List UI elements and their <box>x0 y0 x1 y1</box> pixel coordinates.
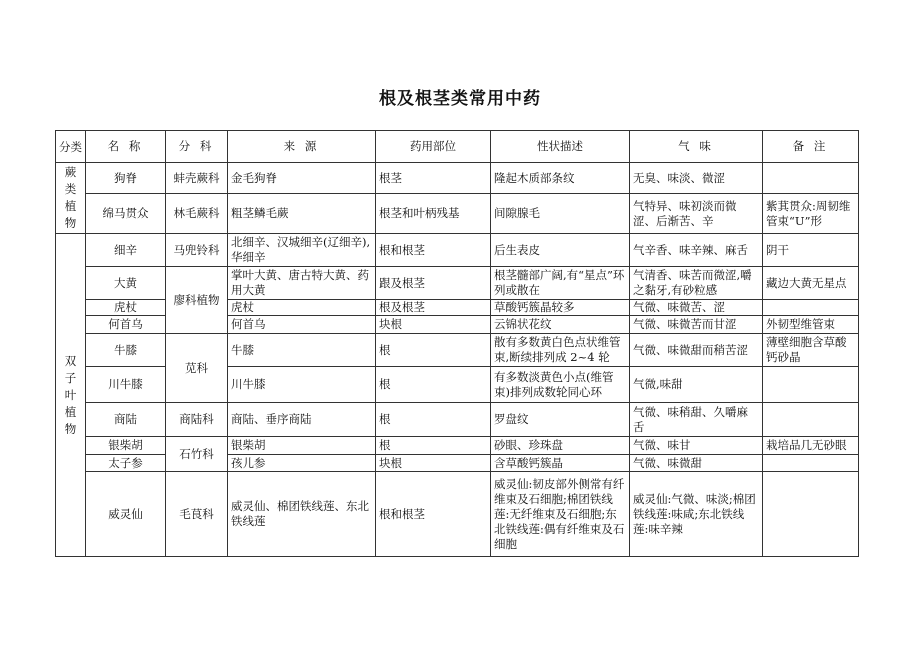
header-cell: 来 源 <box>228 131 376 163</box>
header-cell: 名 称 <box>86 131 166 163</box>
category-cell: 蕨类植物 <box>56 163 86 234</box>
header-cell: 分 科 <box>166 131 228 163</box>
note-cell <box>763 472 859 557</box>
part-cell: 根和根茎 <box>376 472 491 557</box>
smell-cell: 气微、味稍甜、久嚼麻舌 <box>630 403 763 437</box>
note-cell: 紫萁贯众:周韧维管束“U”形 <box>763 194 859 234</box>
note-cell: 薄壁细胞含草酸钙砂晶 <box>763 334 859 367</box>
desc-cell: 云锦状花纹 <box>491 316 630 334</box>
table-row <box>56 267 859 300</box>
source-cell: 川牛膝 <box>228 367 376 403</box>
name-cell: 虎杖 <box>86 300 166 316</box>
family-cell: 毛茛科 <box>166 472 228 557</box>
note-cell: 外韧型维管束 <box>763 316 859 334</box>
table-row <box>56 403 859 437</box>
table-row <box>56 194 859 234</box>
smell-cell: 无臭、味淡、微涩 <box>630 163 763 194</box>
family-cell: 廖科植物 <box>166 267 228 334</box>
smell-cell: 气微、味甘 <box>630 437 763 455</box>
desc-cell: 有多数淡黄色小点(维管束)排列成数轮同心环 <box>491 367 630 403</box>
family-cell: 马兜铃科 <box>166 234 228 267</box>
part-cell: 根 <box>376 334 491 367</box>
family-cell: 苋科 <box>166 334 228 403</box>
part-cell: 根及根茎 <box>376 300 491 316</box>
category-cell: 双子叶植物 <box>56 234 86 557</box>
note-cell: 阴干 <box>763 234 859 267</box>
desc-cell: 后生表皮 <box>491 234 630 267</box>
name-cell: 威灵仙 <box>86 472 166 557</box>
desc-cell: 草酸钙簇晶较多 <box>491 300 630 316</box>
part-cell: 块根 <box>376 455 491 472</box>
table-row <box>56 472 859 557</box>
source-cell: 金毛狗脊 <box>228 163 376 194</box>
source-cell: 北细辛、汉城细辛(辽细辛),华细辛 <box>228 234 376 267</box>
medicine-table <box>55 130 859 557</box>
smell-cell: 气微、味微苦而甘涩 <box>630 316 763 334</box>
source-cell: 粗茎鳞毛蕨 <box>228 194 376 234</box>
name-cell: 川牛膝 <box>86 367 166 403</box>
source-cell: 掌叶大黄、唐古特大黄、药用大黄 <box>228 267 376 300</box>
note-cell <box>763 300 859 316</box>
smell-cell: 气清香、味苦而微涩,嚼之黏牙,有砂粒感 <box>630 267 763 300</box>
note-cell: 藏边大黄无星点 <box>763 267 859 300</box>
part-cell: 根茎和叶柄残基 <box>376 194 491 234</box>
part-cell: 根 <box>376 403 491 437</box>
source-cell: 商陆、垂序商陆 <box>228 403 376 437</box>
smell-cell: 气微、味微甜 <box>630 455 763 472</box>
table-row <box>56 437 859 455</box>
family-cell: 蚌壳蕨科 <box>166 163 228 194</box>
desc-cell: 散有多数黄白色点状维管束,断续排列成 2~4 轮 <box>491 334 630 367</box>
source-cell: 孩儿参 <box>228 455 376 472</box>
part-cell: 根 <box>376 437 491 455</box>
name-cell: 狗脊 <box>86 163 166 194</box>
name-cell: 银柴胡 <box>86 437 166 455</box>
part-cell: 根茎 <box>376 163 491 194</box>
header-cell: 气 味 <box>630 131 763 163</box>
name-cell: 细辛 <box>86 234 166 267</box>
desc-cell: 罗盘纹 <box>491 403 630 437</box>
table-row <box>56 234 859 267</box>
smell-cell: 威灵仙:气微、味淡;棉团铁线莲:味咸;东北铁线莲:味辛辣 <box>630 472 763 557</box>
desc-cell: 含草酸钙簇晶 <box>491 455 630 472</box>
page-title: 根及根茎类常用中药 <box>379 89 541 109</box>
smell-cell: 气辛香、味辛辣、麻舌 <box>630 234 763 267</box>
name-cell: 太子参 <box>86 455 166 472</box>
header-row <box>56 131 859 163</box>
desc-cell: 隆起木质部条纹 <box>491 163 630 194</box>
smell-cell: 气特异、味初淡而微涩、后渐苦、辛 <box>630 194 763 234</box>
header-cell: 分类 <box>56 131 86 163</box>
name-cell: 大黄 <box>86 267 166 300</box>
smell-cell: 气微、味微甜而稍苦涩 <box>630 334 763 367</box>
source-cell: 银柴胡 <box>228 437 376 455</box>
note-cell <box>763 455 859 472</box>
smell-cell: 气微、味微苦、涩 <box>630 300 763 316</box>
desc-cell: 根茎髓部广阔,有“星点”环列或散在 <box>491 267 630 300</box>
desc-cell: 间隙腺毛 <box>491 194 630 234</box>
header-cell: 备 注 <box>763 131 859 163</box>
name-cell: 商陆 <box>86 403 166 437</box>
family-cell: 林毛蕨科 <box>166 194 228 234</box>
source-cell: 威灵仙、棉团铁线莲、东北铁线莲 <box>228 472 376 557</box>
part-cell: 跟及根茎 <box>376 267 491 300</box>
table-row <box>56 334 859 367</box>
source-cell: 虎杖 <box>228 300 376 316</box>
note-cell <box>763 403 859 437</box>
source-cell: 何首乌 <box>228 316 376 334</box>
name-cell: 牛膝 <box>86 334 166 367</box>
note-cell <box>763 367 859 403</box>
desc-cell: 砂眼、珍珠盘 <box>491 437 630 455</box>
name-cell: 绵马贯众 <box>86 194 166 234</box>
table-row <box>56 163 859 194</box>
name-cell: 何首乌 <box>86 316 166 334</box>
part-cell: 根 <box>376 367 491 403</box>
header-cell: 性状描述 <box>491 131 630 163</box>
family-cell: 石竹科 <box>166 437 228 472</box>
desc-cell: 威灵仙:韧皮部外侧常有纤维束及石细胞;棉团铁线莲:无纤维束及石细胞;东北铁线莲:偶有纤维束及石细胞 <box>491 472 630 557</box>
note-cell <box>763 163 859 194</box>
part-cell: 块根 <box>376 316 491 334</box>
source-cell: 牛膝 <box>228 334 376 367</box>
part-cell: 根和根茎 <box>376 234 491 267</box>
family-cell: 商陆科 <box>166 403 228 437</box>
note-cell: 栽培品几无砂眼 <box>763 437 859 455</box>
smell-cell: 气微,味甜 <box>630 367 763 403</box>
header-cell: 药用部位 <box>376 131 491 163</box>
